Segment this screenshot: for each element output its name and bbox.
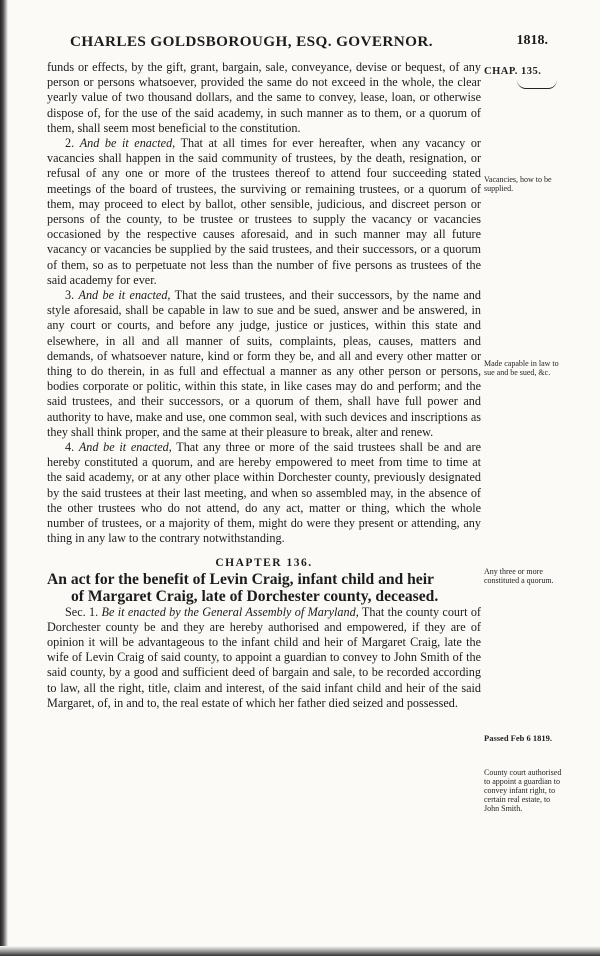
section-2 bbox=[47, 136, 481, 288]
margin-note-vacancies: Vacancies, how to be supplied. bbox=[484, 175, 552, 193]
section-2-number: 2. bbox=[65, 136, 80, 151]
section-1-text: That the county court of Dorchester county be and they are hereby authorised and empowered, if they are of opinion it will be advantageous to the infant child and heir of Margaret Craig, late the wife of Levin Craig of said county, to appoint a guardian to convey to John Smith of the said county, by a good and sufficient deed of bargain and sale, to be recorded according to law, all the right, title, claim and interest, of the said infant child and heir of the said Margaret, of, in and to, the real estate of which her father died seized and possessed. bbox=[47, 604, 481, 710]
section-2-enact: And be it enacted, bbox=[79, 136, 176, 151]
act-title bbox=[47, 571, 481, 605]
section-3-number: 3. bbox=[65, 288, 79, 303]
section-1 bbox=[47, 605, 481, 711]
section-3 bbox=[47, 288, 481, 440]
act-title-line-2: of Margaret Craig, late of Dorchester county, deceased. bbox=[71, 587, 439, 605]
margin-note-quorum: Any three or more constituted a quorum. bbox=[484, 567, 554, 585]
section-4 bbox=[47, 440, 481, 546]
margin-note-county-court: County court authorised to appoint a guardian to convey infant right, to certain real estate, to John Smith. bbox=[484, 768, 562, 813]
running-head-title: CHARLES GOLDSBOROUGH, ESQ. GOVERNOR. bbox=[70, 33, 433, 50]
section-4-number: 4. bbox=[65, 440, 79, 455]
page-body bbox=[47, 60, 481, 711]
page-bottom-edge bbox=[0, 946, 600, 956]
section-4-text: That any three or more of the said trustees shall be and are hereby constituted a quorum, and are hereby empowered to meet from time to time at the said academy, or at any other place within Dorchester county, previously designated by the said trustees at their last meeting, and when so assembled may, in the absence of the other trustees who do not attend, do any act, matter or thing, which the whole number of trustees, or a majority of them, might do were they present or attending, any thing in any law to the contrary notwithstanding. bbox=[47, 440, 481, 546]
act-title-line-1: An act for the benefit of Levin Craig, infant child and heir bbox=[47, 570, 434, 588]
running-head-year: 1818. bbox=[516, 33, 548, 48]
section-4-enact: And be it enacted, bbox=[78, 440, 172, 455]
section-1-number: Sec. 1. bbox=[65, 604, 102, 619]
running-head bbox=[70, 33, 548, 51]
section-3-text: That the said trustees, and their successors, by the name and style aforesaid, shall be capable in law to sue and be sued, answer and be answered, in any court or courts, and before any judge, justice or justices, within this state and elsewhere, in all and all manner of suits, complaints, pleas, causes, matters and demands, of whatsoever nature, kind or form they be, and all and every other matter or thing to do therein, in as full and effectual a manner as any other person or persons, bodies corporate or politic, within this state, in like cases may do and perform; and the said trustees, and their successors, or a quorum of them, shall have full power and authority to have, make and use, one common seal, with such devices and inscriptions as they shall think proper, and the same at their pleasure to break, alter and renew. bbox=[47, 288, 481, 439]
intro-paragraph: funds or effects, by the gift, grant, bargain, sale, conveyance, devise or bequest, of any person or persons whatsoever, provided the same do not exceed in the whole, the clear yearly value of two thousand dollars, and the same to convey, lease, loan, or otherwise dispose of, for the use of the said academy, in such manner as to them, or a quorum of them, shall seem most beneficial to the constitution. bbox=[47, 60, 481, 135]
section-2-text: That at all times for ever hereafter, when any vacancy or vacancies shall happen in the said community of trustees, by the death, resignation, or refusal of any one or more of the trustees thereof to attend four succeeding stated meetings of the board of trustees, the surviving or remaining trustees, or a quorum of them, may proceed to elect by ballot, other sensible, judicious, and discreet person or persons of the county, to be trustee or trustees to supply the vacancy or vacancies occasioned by the respective causes aforesaid, and in such manner may all future vacancy or vacancies be supplied by the said trustees, and their successors, or a quorum of them, so as to perpetuate not less than the number of five persons as trustees of the said academy for ever. bbox=[47, 136, 481, 287]
margin-note-capable: Made capable in law to sue and be sued, &c. bbox=[484, 359, 559, 377]
margin-note-passed: Passed Feb 6 1819. bbox=[484, 733, 552, 743]
margin-brace bbox=[517, 80, 557, 89]
chapter-heading: CHAPTER 136. bbox=[215, 556, 313, 569]
section-3-enact: And be it enacted, bbox=[78, 288, 171, 303]
margin-chapter-label: CHAP. 135. bbox=[484, 66, 542, 77]
section-1-enact: Be it enacted by the General Assembly of Maryland, bbox=[101, 604, 359, 619]
page-binding-edge bbox=[0, 0, 8, 956]
